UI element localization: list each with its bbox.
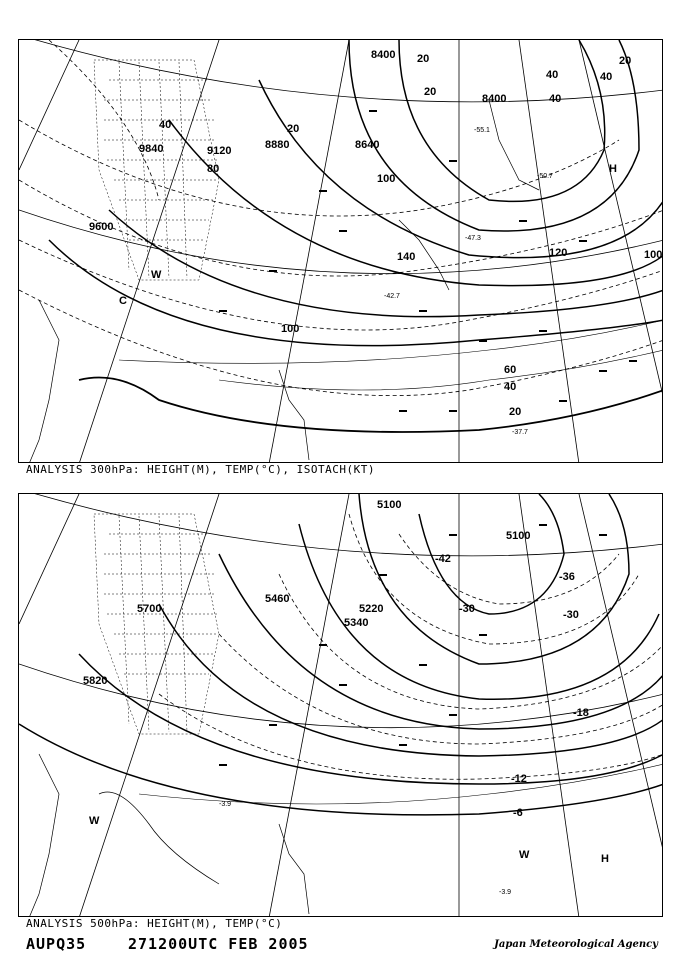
isotach-label: 40 [159, 119, 172, 131]
temp-label: -47.3 [465, 235, 481, 242]
isotach-label: 100 [644, 249, 663, 261]
isotach-label: 40 [600, 71, 613, 83]
coastlines [29, 100, 539, 463]
height-label: 9600 [89, 221, 114, 233]
map-500hpa-svg [19, 494, 663, 917]
isotach-label: 20 [509, 406, 522, 418]
map-panel-500hpa [18, 493, 663, 917]
isotherms [19, 40, 663, 396]
isotach-label: 20 [619, 55, 632, 67]
height-label: 5100 [506, 530, 531, 542]
temp-label: -42 [435, 553, 451, 565]
temp-labels [384, 127, 553, 436]
height-label: 8640 [355, 139, 380, 151]
temp-label: -37.7 [512, 429, 528, 436]
center-mark: C [119, 295, 127, 307]
wind-barbs [219, 524, 607, 766]
height-label: 8880 [265, 139, 290, 151]
height-label: 5340 [344, 617, 369, 629]
isotach-label: 80 [207, 163, 220, 175]
height-label: 8400 [371, 49, 396, 61]
isotherms [159, 514, 663, 779]
chart-id: AUPQ35 [26, 935, 87, 953]
center-mark: H [601, 853, 609, 865]
height-label: 5220 [359, 603, 384, 615]
temp-label: -55.1 [474, 127, 490, 134]
temp-label: -6 [513, 807, 523, 819]
isotach-label: 100 [281, 323, 300, 335]
isotach-label: 40 [546, 69, 559, 81]
height-labels [83, 499, 530, 687]
terrain-hatch [94, 514, 219, 734]
height-label: 5460 [265, 593, 290, 605]
isotach-label: 20 [424, 86, 437, 98]
isotach-label: 140 [397, 251, 416, 263]
isotach-label: 100 [377, 173, 396, 185]
center-marks [89, 815, 609, 865]
temp-label: -30 [563, 609, 579, 621]
center-mark: W [519, 849, 530, 861]
height-label: 8400 [482, 93, 507, 105]
isotach-label: 40 [549, 93, 562, 105]
agency-label: Japan Meteorological Agency [494, 939, 658, 950]
isotach-label: 120 [549, 247, 568, 259]
caption-300hpa: ANALYSIS 300hPa: HEIGHT(M), TEMP(°C), ISOTACH(KT) [26, 463, 376, 476]
center-mark: H [609, 163, 617, 175]
valid-time: 271200UTC FEB 2005 [128, 935, 309, 953]
isotherm-thin [139, 764, 663, 804]
height-label: 5100 [377, 499, 402, 511]
temp-label: -3.9 [219, 801, 232, 808]
isotach-label: 20 [417, 53, 430, 65]
height-label: 5820 [83, 675, 108, 687]
center-mark: W [151, 269, 162, 281]
temp-label: -18 [573, 707, 589, 719]
height-label: 9120 [207, 145, 232, 157]
temp-label: -36 [559, 571, 575, 583]
map-panel-300hpa [18, 39, 663, 463]
height-label: 5700 [137, 603, 162, 615]
caption-500hpa: ANALYSIS 500hPa: HEIGHT(M), TEMP(°C) [26, 917, 283, 930]
center-mark: W [89, 815, 100, 827]
temp-label: -30 [459, 603, 475, 615]
map-300hpa-svg [19, 40, 663, 463]
temp-label: -50.7 [537, 173, 553, 180]
height-label: 9840 [139, 143, 164, 155]
temp-label: -3.9 [499, 889, 512, 896]
temp-label: -42.7 [384, 293, 400, 300]
isotach-label: 20 [287, 123, 300, 135]
graticule [19, 494, 663, 917]
isotach-label: 60 [504, 364, 517, 376]
coastlines [29, 754, 309, 917]
isotach-label: 40 [504, 381, 517, 393]
temp-label: -12 [511, 773, 527, 785]
height-contours [19, 494, 663, 815]
